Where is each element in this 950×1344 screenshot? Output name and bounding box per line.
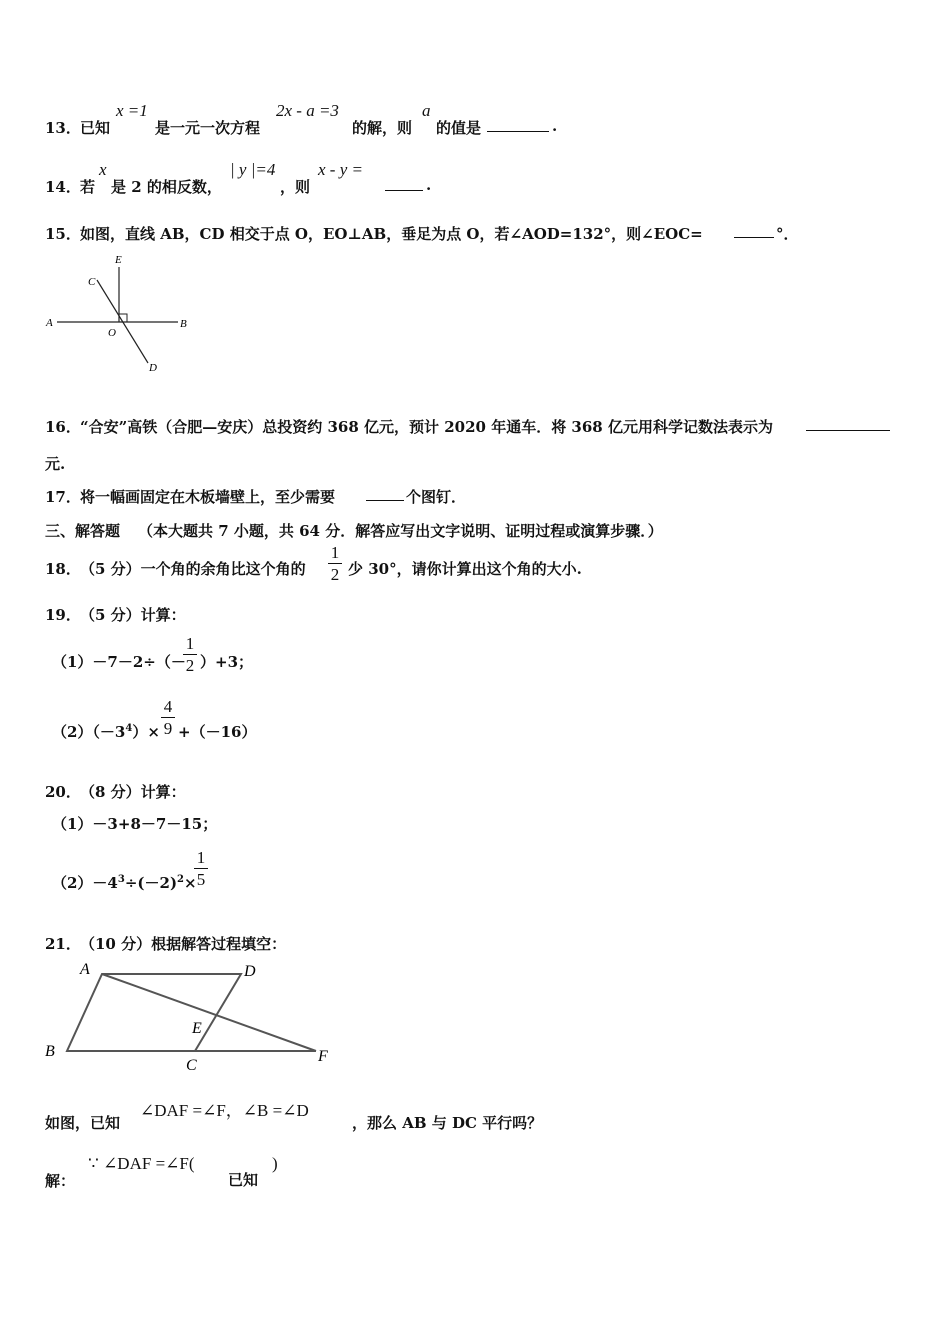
q14-equation-abs-y: | y |=4 bbox=[230, 160, 276, 179]
q20-part2-fraction bbox=[194, 848, 208, 889]
q21-solution-equation: ∵ ∠DAF =∠F( bbox=[88, 1154, 195, 1173]
parallelogram-abcd bbox=[67, 974, 241, 1051]
q21-solution-note: 已知 bbox=[228, 1171, 259, 1189]
q18-fraction bbox=[328, 543, 342, 584]
fraction-denominator: 9 bbox=[163, 719, 173, 738]
label-c: C bbox=[88, 276, 96, 288]
q19-part2-a bbox=[52, 721, 160, 742]
label-f: F bbox=[318, 1048, 328, 1065]
q13-equation-x1: x =1 bbox=[116, 101, 148, 120]
q17-number: 17． bbox=[45, 488, 81, 506]
q20-part2-exp2: 2 bbox=[177, 874, 185, 885]
q20-number: 20． bbox=[45, 783, 81, 801]
label-d: D bbox=[244, 963, 256, 980]
q13-text-3: 的解，则 bbox=[352, 119, 413, 137]
q21-figure bbox=[40, 955, 340, 1075]
q15-figure bbox=[40, 250, 200, 375]
q19-part1-fraction bbox=[183, 634, 197, 675]
fraction-numerator: 4 bbox=[163, 697, 173, 716]
q18-text-1: （5 分）一个角的余角比这个角的 bbox=[80, 560, 306, 578]
q21-solution-label: 解： bbox=[45, 1172, 76, 1190]
q13-variable-a: a bbox=[422, 101, 431, 120]
fraction-numerator: 1 bbox=[330, 543, 340, 562]
label-b: B bbox=[180, 318, 187, 330]
fraction-numerator: 1 bbox=[185, 634, 195, 653]
section-description: （本大题共 7 小题，共 64 分．解答应写出文字说明、证明过程或演算步骤．） bbox=[138, 522, 663, 540]
q21-number: 21． bbox=[45, 935, 81, 953]
label-b: B bbox=[45, 1043, 55, 1060]
q20-part2-b: ÷(－2) bbox=[124, 874, 178, 892]
q21-solution-close: ) bbox=[272, 1154, 278, 1173]
label-o: O bbox=[108, 327, 116, 339]
q16-number: 16． bbox=[45, 418, 81, 436]
q17-answer-blank[interactable] bbox=[366, 486, 404, 501]
label-e: E bbox=[115, 254, 122, 266]
q20-part1: （1）－3+8－7－15； bbox=[52, 815, 218, 833]
label-d: D bbox=[149, 362, 157, 374]
q13-end: . bbox=[552, 117, 558, 135]
q18-number: 18． bbox=[45, 560, 81, 578]
q17-text-2: 个图钉． bbox=[406, 488, 467, 506]
section-title: 三、解答题 bbox=[45, 522, 121, 540]
fraction-denominator: 2 bbox=[330, 565, 340, 584]
q13-equation-main: 2x - a =3 bbox=[276, 101, 339, 120]
q16-answer-blank[interactable] bbox=[806, 416, 890, 431]
q19-part2-c: +（－16） bbox=[178, 723, 257, 741]
label-c: C bbox=[186, 1057, 197, 1074]
q19-part2-fraction bbox=[161, 697, 175, 738]
q19-title: （5 分）计算： bbox=[80, 606, 186, 624]
q15-text: 如图，直线 AB，CD 相交于点 O，EO⊥AB，垂足为点 O，若∠AOD=132°，则∠EOC= bbox=[80, 225, 703, 243]
q20-part2-a: （2）－4 bbox=[52, 874, 118, 892]
q13-text-4: 的值是 bbox=[436, 119, 482, 137]
fraction-denominator: 2 bbox=[185, 656, 195, 675]
fraction-numerator: 1 bbox=[196, 848, 206, 867]
q15-answer-blank[interactable] bbox=[734, 223, 774, 238]
label-a: A bbox=[80, 961, 90, 978]
q13-text-2: 是一元一次方程 bbox=[155, 119, 261, 137]
q20-title: （8 分）计算： bbox=[80, 783, 186, 801]
q13-number: 13． bbox=[45, 119, 81, 137]
q15-number: 15． bbox=[45, 225, 81, 243]
q20-part2 bbox=[52, 872, 197, 893]
q19-part2-base: （2）（－3 bbox=[52, 723, 126, 741]
q20-part2-c: × bbox=[184, 874, 197, 892]
q14-equation-xy: x - y = bbox=[318, 160, 363, 179]
q16-text-line2: 元. bbox=[45, 455, 66, 473]
q14-variable-x: x bbox=[99, 160, 107, 179]
q19-number: 19． bbox=[45, 606, 81, 624]
q14-text-3: ，则 bbox=[280, 178, 311, 196]
q20-part2-exp1: 3 bbox=[117, 874, 125, 885]
q21-given-equation: ∠DAF =∠F，∠B =∠D bbox=[140, 1101, 309, 1120]
label-e: E bbox=[192, 1020, 202, 1037]
q16-text: “合安”高铁（合肥—安庆）总投资约 368 亿元，预计 2020 年通车．将 368 亿元用科学记数法表示为 bbox=[80, 418, 773, 436]
q13-answer-blank[interactable] bbox=[487, 117, 549, 132]
label-a: A bbox=[46, 317, 53, 329]
q19-part1-b: ）+3； bbox=[200, 653, 254, 671]
q21-given-a: 如图，已知 bbox=[45, 1114, 121, 1132]
q19-part1-a: （1）－7－2÷（－ bbox=[52, 653, 186, 671]
q14-end: . bbox=[426, 176, 432, 194]
q19-part2-exponent: 4 bbox=[125, 723, 133, 734]
fraction-denominator: 5 bbox=[196, 870, 206, 889]
q18-text-2: 少 30°，请你计算出这个角的大小. bbox=[348, 560, 582, 578]
q14-text-1: 若 bbox=[80, 178, 96, 196]
q14-answer-blank[interactable] bbox=[385, 176, 423, 191]
q21-title: （10 分）根据解答过程填空： bbox=[80, 935, 287, 953]
q17-text-1: 将一幅画固定在木板墙壁上，至少需要 bbox=[80, 488, 336, 506]
segment-af bbox=[102, 974, 316, 1051]
q14-number: 14． bbox=[45, 178, 81, 196]
q15-end: °． bbox=[776, 225, 799, 243]
q14-text-2: 是 2 的相反数， bbox=[111, 178, 222, 196]
q21-given-b: ，那么 AB 与 DC 平行吗？ bbox=[352, 1114, 543, 1132]
q19-part2-times: ）× bbox=[132, 723, 160, 741]
q13-text-1: 已知 bbox=[80, 119, 111, 137]
